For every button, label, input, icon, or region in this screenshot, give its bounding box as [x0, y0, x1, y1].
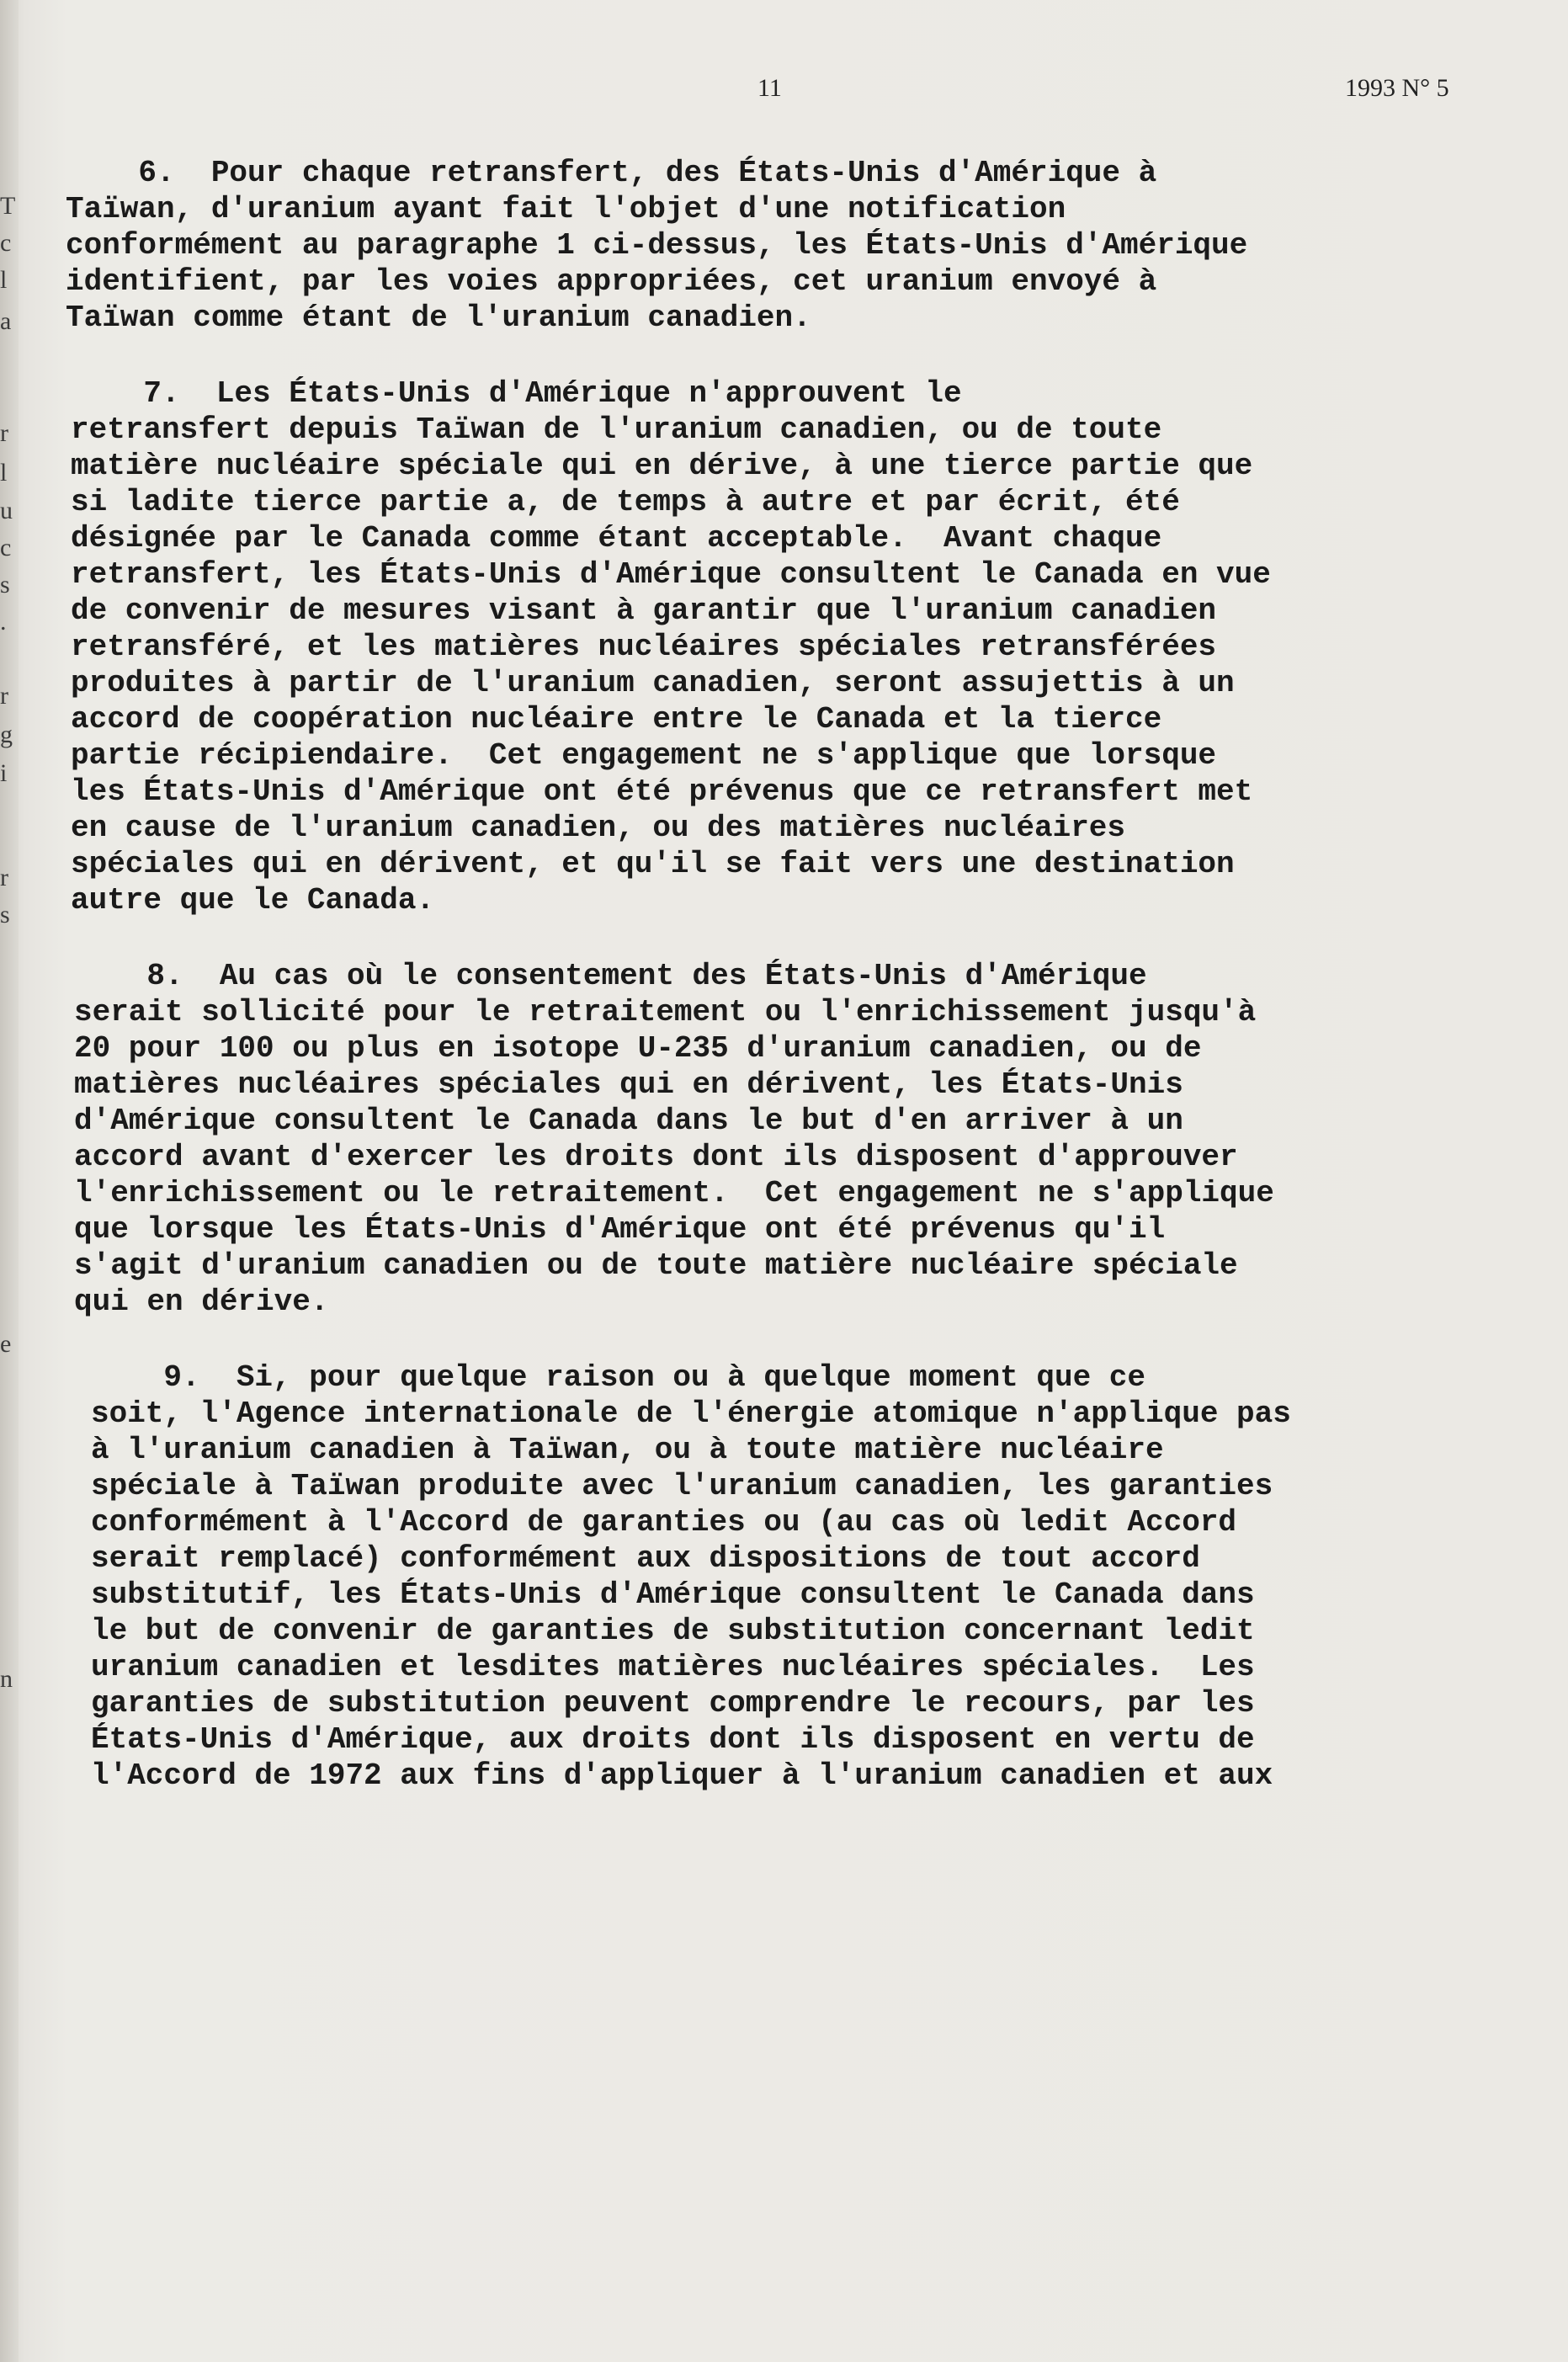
text-line: identifient, par les voies appropriées, cet uranium envoyé à [66, 264, 1157, 299]
margin-fragment: n [0, 1665, 13, 1693]
text-line: que lorsque les États-Unis d'Amérique ont été prévenus qu'il [74, 1212, 1166, 1247]
text-line: 7. Les États-Unis d'Amérique n'approuvent le [71, 376, 962, 411]
margin-fragment: i [0, 759, 8, 787]
text-line: les États-Unis d'Amérique ont été prévenus que ce retransfert met [71, 774, 1253, 809]
text-line: spéciale à Taïwan produite avec l'uranium canadien, les garanties [91, 1469, 1273, 1503]
text-line: 20 pour 100 ou plus en isotope U-235 d'uranium canadien, ou de [74, 1031, 1202, 1066]
text-line: autre que le Canada. [71, 883, 435, 918]
text-line: l'enrichissement ou le retraitement. Cet engagement ne s'applique [74, 1176, 1274, 1210]
text-line: de convenir de mesures visant à garantir que l'uranium canadien [71, 593, 1217, 628]
text-line: soit, l'Agence internationale de l'énergie atomique n'applique pas [91, 1396, 1291, 1431]
previous-page-edge [0, 0, 19, 2362]
margin-fragment: a [0, 307, 12, 335]
text-line: serait sollicité pour le retraitement ou l'enrichissement jusqu'à [74, 995, 1257, 1029]
text-line: États-Unis d'Amérique, aux droits dont ils disposent en vertu de [91, 1722, 1255, 1757]
text-line: d'Amérique consultent le Canada dans le but d'en arriver à un [74, 1104, 1183, 1138]
margin-fragment: l [0, 266, 8, 294]
text-line: Taïwan comme étant de l'uranium canadien. [66, 301, 811, 335]
text-line: conformément au paragraphe 1 ci-dessus, les États-Unis d'Amérique [66, 228, 1248, 263]
text-line: 8. Au cas où le consentement des États-Unis d'Amérique [74, 959, 1147, 993]
text-line: retransfert depuis Taïwan de l'uranium canadien, ou de toute [71, 412, 1162, 447]
margin-fragment: . [0, 608, 7, 636]
margin-fragment: s [0, 901, 10, 928]
text-line: substitutif, les États-Unis d'Amérique consultent le Canada dans [91, 1577, 1255, 1612]
text-line: qui en dérive. [74, 1285, 329, 1319]
margin-fragment: r [0, 682, 8, 710]
page-number: 11 [757, 74, 782, 102]
margin-fragment: r [0, 864, 8, 891]
margin-fragment: c [0, 534, 12, 561]
text-line: conformément à l'Accord de garanties ou (au cas où ledit Accord [91, 1505, 1237, 1540]
text-line: partie récipiendaire. Cet engagement ne s'applique que lorsque [71, 738, 1217, 773]
text-line: accord de coopération nucléaire entre le Canada et la tierce [71, 702, 1162, 737]
text-line: à l'uranium canadien à Taïwan, ou à toute matière nucléaire [91, 1433, 1164, 1467]
text-line: si ladite tierce partie a, de temps à autre et par écrit, été [71, 485, 1180, 519]
text-line: désignée par le Canada comme étant acceptable. Avant chaque [71, 521, 1162, 556]
text-line: l'Accord de 1972 aux fins d'appliquer à l'uranium canadien et aux [91, 1758, 1273, 1793]
journal-reference: 1993 N° 5 [1345, 74, 1449, 102]
margin-fragment: l [0, 459, 8, 487]
margin-fragment: e [0, 1330, 12, 1358]
margin-fragment: c [0, 229, 12, 257]
text-line: le but de convenir de garanties de substitution concernant ledit [91, 1614, 1255, 1648]
text-line: s'agit d'uranium canadien ou de toute matière nucléaire spéciale [74, 1248, 1238, 1283]
margin-fragment: u [0, 497, 13, 524]
text-line: produites à partir de l'uranium canadien, seront assujettis à un [71, 666, 1235, 700]
margin-fragment: r [0, 419, 8, 447]
text-line: spéciales qui en dérivent, et qu'il se fait vers une destination [71, 847, 1235, 881]
margin-fragment: g [0, 721, 13, 748]
text-line: 9. Si, pour quelque raison ou à quelque moment que ce [91, 1360, 1146, 1395]
text-line: retransfert, les États-Unis d'Amérique consultent le Canada en vue [71, 557, 1271, 592]
text-line: en cause de l'uranium canadien, ou des matières nucléaires [71, 811, 1126, 845]
margin-fragment: T [0, 192, 16, 220]
margin-fragment: s [0, 571, 10, 598]
text-line: matière nucléaire spéciale qui en dérive, à une tierce partie que [71, 449, 1253, 483]
text-line: serait remplacé) conformément aux dispositions de tout accord [91, 1541, 1200, 1576]
text-line: garanties de substitution peuvent comprendre le recours, par les [91, 1686, 1255, 1721]
text-line: retransféré, et les matières nucléaires spéciales retransférées [71, 630, 1217, 664]
text-line: matières nucléaires spéciales qui en dérivent, les États-Unis [74, 1067, 1183, 1102]
text-line: uranium canadien et lesdites matières nucléaires spéciales. Les [91, 1650, 1255, 1684]
text-line: Taïwan, d'uranium ayant fait l'objet d'une notification [66, 192, 1066, 226]
text-line: accord avant d'exercer les droits dont ils disposent d'approuver [74, 1140, 1238, 1174]
text-line: 6. Pour chaque retransfert, des États-Unis d'Amérique à [66, 156, 1157, 190]
